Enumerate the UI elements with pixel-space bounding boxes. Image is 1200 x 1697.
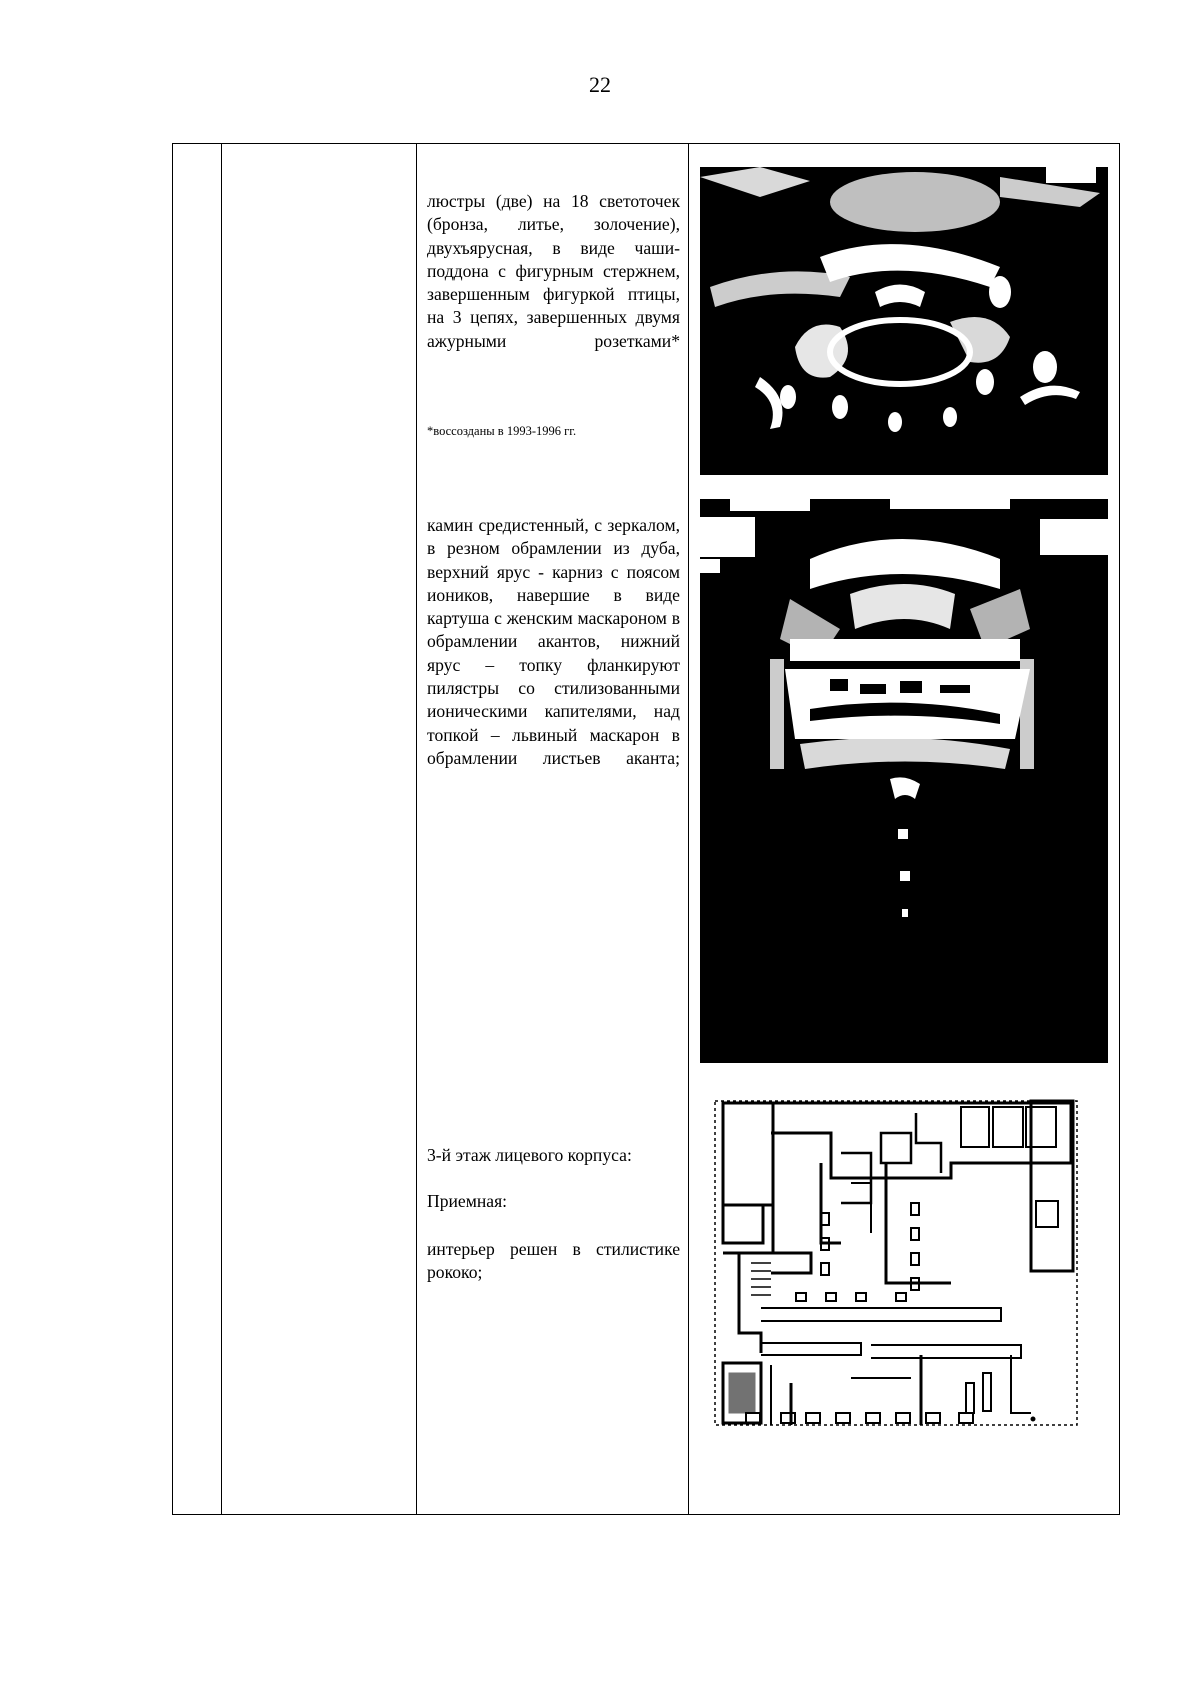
reception-description: интерьер решен в стилистике рококо; xyxy=(427,1239,680,1283)
chandelier-description: люстры (две) на 18 светоточек (бронза, литье, золочение), двухъярусная, в виде чаши-поддона с фигурным стержнем, завершенным фигуркой птицы, на 3 цепях, завершенных двумя ажурными розетками* xyxy=(427,191,680,351)
fireplace-photo xyxy=(700,499,1108,1063)
fireplace-description: камин средистенный, с зеркалом, в резном обрамлении из дуба, верхний ярус - карниз с поясом иоников, навершие в виде картуша с женским маскароном в обрамлении акантов, нижний ярус – топку фланкируют пилястры со стилизованными ионическими капителями, над топкой – львиный маскарон в обрамлении листьев аканта; xyxy=(427,515,680,768)
floor-title: 3-й этаж лицевого корпуса: xyxy=(427,1145,632,1165)
chandelier-footnote: *воссозданы в 1993-1996 гг. xyxy=(427,424,577,438)
column-divider-2 xyxy=(416,144,417,1514)
floor-plan xyxy=(711,1093,1083,1433)
column-divider-3 xyxy=(688,144,689,1514)
column-divider-1 xyxy=(221,144,222,1514)
room-name: Приемная: xyxy=(427,1191,508,1211)
page-number: 22 xyxy=(589,72,611,97)
chandelier-photo xyxy=(700,167,1108,475)
